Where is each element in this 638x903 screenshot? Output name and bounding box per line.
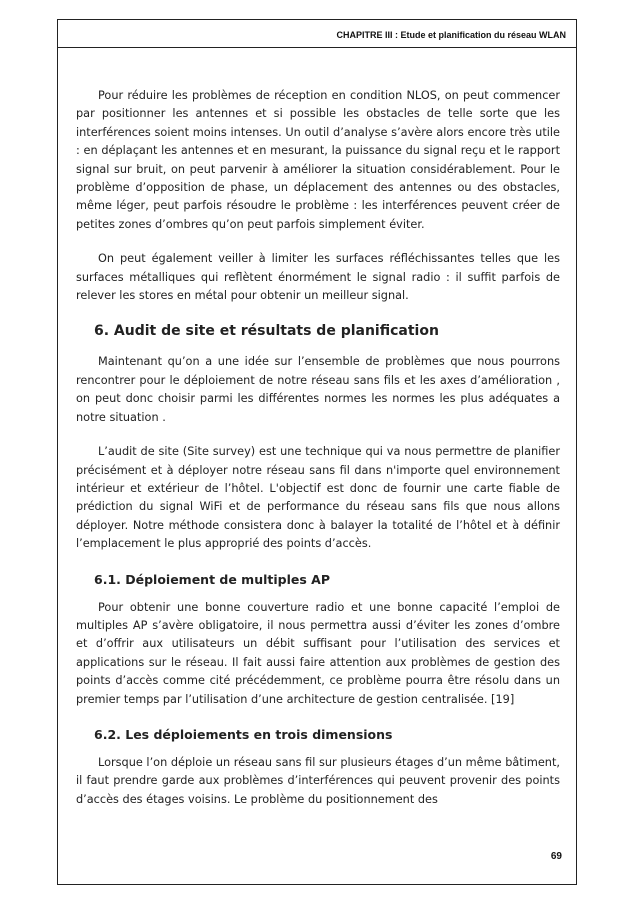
document-body <box>76 87 560 825</box>
subsection-heading-multiple-ap: 6.1. Déploiement de multiples AP <box>94 571 330 587</box>
paragraph-nlos: Pour réduire les problèmes de réception en condition NLOS, on peut commencer par positionner les antennes et si possible les obstacles de telle sorte que les interférences soient moins intenses. Un outil d’analyse s’avère alors encore très utile : en déplaçant les antennes et en mesurant, la puissance du signal reçu et le rapport signal sur bruit, on peut parvenir à améliorer la situation considérablement. Pour le problème d’opposition de phase, un déplacement des antennes ou des obstacles, même léger, peut parfois résoudre le problème : les interférences peuvent créer de petites zones d’ombres qu’on peut parfois simplement éviter. <box>76 89 560 231</box>
paragraph-multiple-ap: Pour obtenir une bonne couverture radio et une bonne capacité l’emploi de multiples AP s’avère obligatoire, il nous permettra aussi d’éviter les zones d’ombre et d’offrir aux utilisateurs un débit suffisant pour l’utilisation des services et applications sur le réseau. Il fait aussi faire attention aux problèmes de gestion des points d’accès comme cité précédemment, ce problème pourra être résolu dans un premier temps par l’utilisation d’une architecture de gestion centralisée. [19] <box>76 600 560 706</box>
paragraph-intro-audit: Maintenant qu’on a une idée sur l’ensemble de problèmes que nous pourrons rencontrer pour le déploiement de notre réseau sans fils et les axes d’amélioration , on peut donc choisir parmi les différentes normes les normes les plus adéquates a notre situation . <box>76 355 560 424</box>
paragraph-3d-deployment: Lorsque l’on déploie un réseau sans fil sur plusieurs étages d’un même bâtiment, il faut prendre garde aux problèmes d’interférences qui peuvent provenir des points d’accès des étages voisins. Le problème du positionnement des <box>76 755 560 806</box>
header-rule <box>58 47 576 48</box>
page-frame <box>57 19 577 885</box>
paragraph-site-survey: L’audit de site (Site survey) est une technique qui va nous permettre de planifier précisément et à déployer notre réseau sans fil dans n'importe quel environnement intérieur et extérieur de l’hôtel. L'objectif est donc de fournir une carte fiable de prédiction du signal WiFi et de performance du réseau sans fils que nous allons déployer. Notre méthode consistera donc à balayer la totalité de l’hôtel et à définir l’emplacement le plus approprié des points d’accès. <box>76 445 560 551</box>
subsection-heading-3d-deployment: 6.2. Les déploiements en trois dimensions <box>94 726 393 742</box>
section-heading-site-audit: 6. Audit de site et résultats de planification <box>94 323 439 340</box>
paragraph-reflective-surfaces: On peut également veiller à limiter les surfaces réfléchissantes telles que les surfaces métalliques qui reflètent énormément le signal radio : il suffit parfois de relever les stores en métal pour obtenir un meilleur signal. <box>76 252 560 303</box>
chapter-header: CHAPITRE III : Etude et planification du réseau WLAN <box>336 30 566 40</box>
page-number: 69 <box>550 851 562 862</box>
